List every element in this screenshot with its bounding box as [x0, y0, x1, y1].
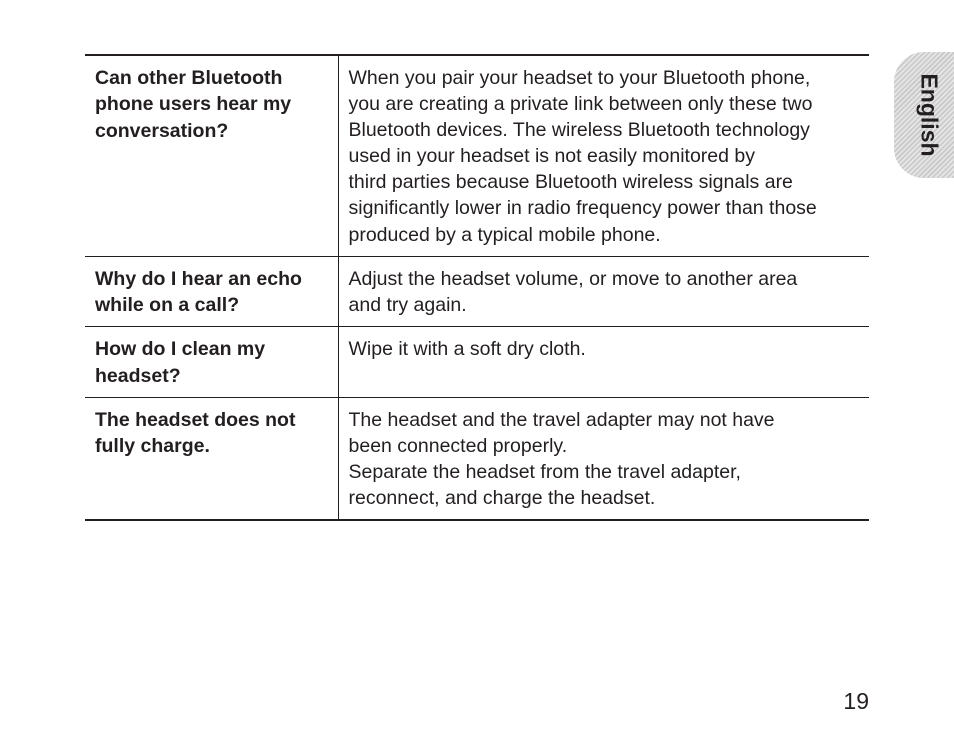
faq-answer-line: produced by a typical mobile phone.: [348, 223, 661, 246]
faq-question: Why do I hear an echo while on a call?: [85, 256, 338, 327]
faq-question: The headset does not fully charge.: [85, 397, 338, 520]
faq-row: [85, 256, 869, 327]
faq-answer-line: reconnect, and charge the headset.: [348, 487, 656, 510]
faq-answer: [338, 327, 869, 398]
faq-answer: [338, 55, 869, 256]
faq-answer-line: When you pair your headset to your Bluetooth phone,: [348, 67, 811, 89]
faq-answer-line: Adjust the headset volume, or move to another area: [348, 267, 798, 290]
faq-answer-line: Bluetooth devices. The wireless Bluetooth technology: [348, 119, 810, 142]
faq-answer-line: been connected properly.: [348, 434, 568, 457]
faq-row: [85, 327, 869, 398]
faq-answer-line: The headset and the travel adapter may not have: [348, 408, 775, 431]
faq-question: How do I clean my headset?: [85, 327, 338, 398]
page-number: 19: [843, 688, 869, 714]
faq-answer-line: you are creating a private link between only these two: [348, 93, 813, 116]
faq-answer-line: significantly lower in radio frequency power than those: [348, 197, 817, 220]
faq-answer: [338, 397, 869, 520]
faq-answer-line: third parties because Bluetooth wireless signals are: [348, 171, 793, 194]
faq-answer: [338, 256, 869, 327]
faq-question: Can other Bluetooth phone users hear my conversation?: [85, 55, 338, 256]
faq-answer-line: Separate the headset from the travel adapter,: [348, 461, 741, 484]
faq-answer-line: and try again.: [348, 293, 467, 316]
faq-row: [85, 397, 869, 520]
faq-answer-line: Wipe it with a soft dry cloth.: [348, 338, 586, 361]
language-tab-label: English: [916, 73, 943, 157]
faq-table: [85, 54, 869, 521]
faq-row: [85, 55, 869, 256]
language-tab: [894, 52, 954, 178]
faq-answer-line: used in your headset is not easily monitored by: [348, 145, 755, 168]
